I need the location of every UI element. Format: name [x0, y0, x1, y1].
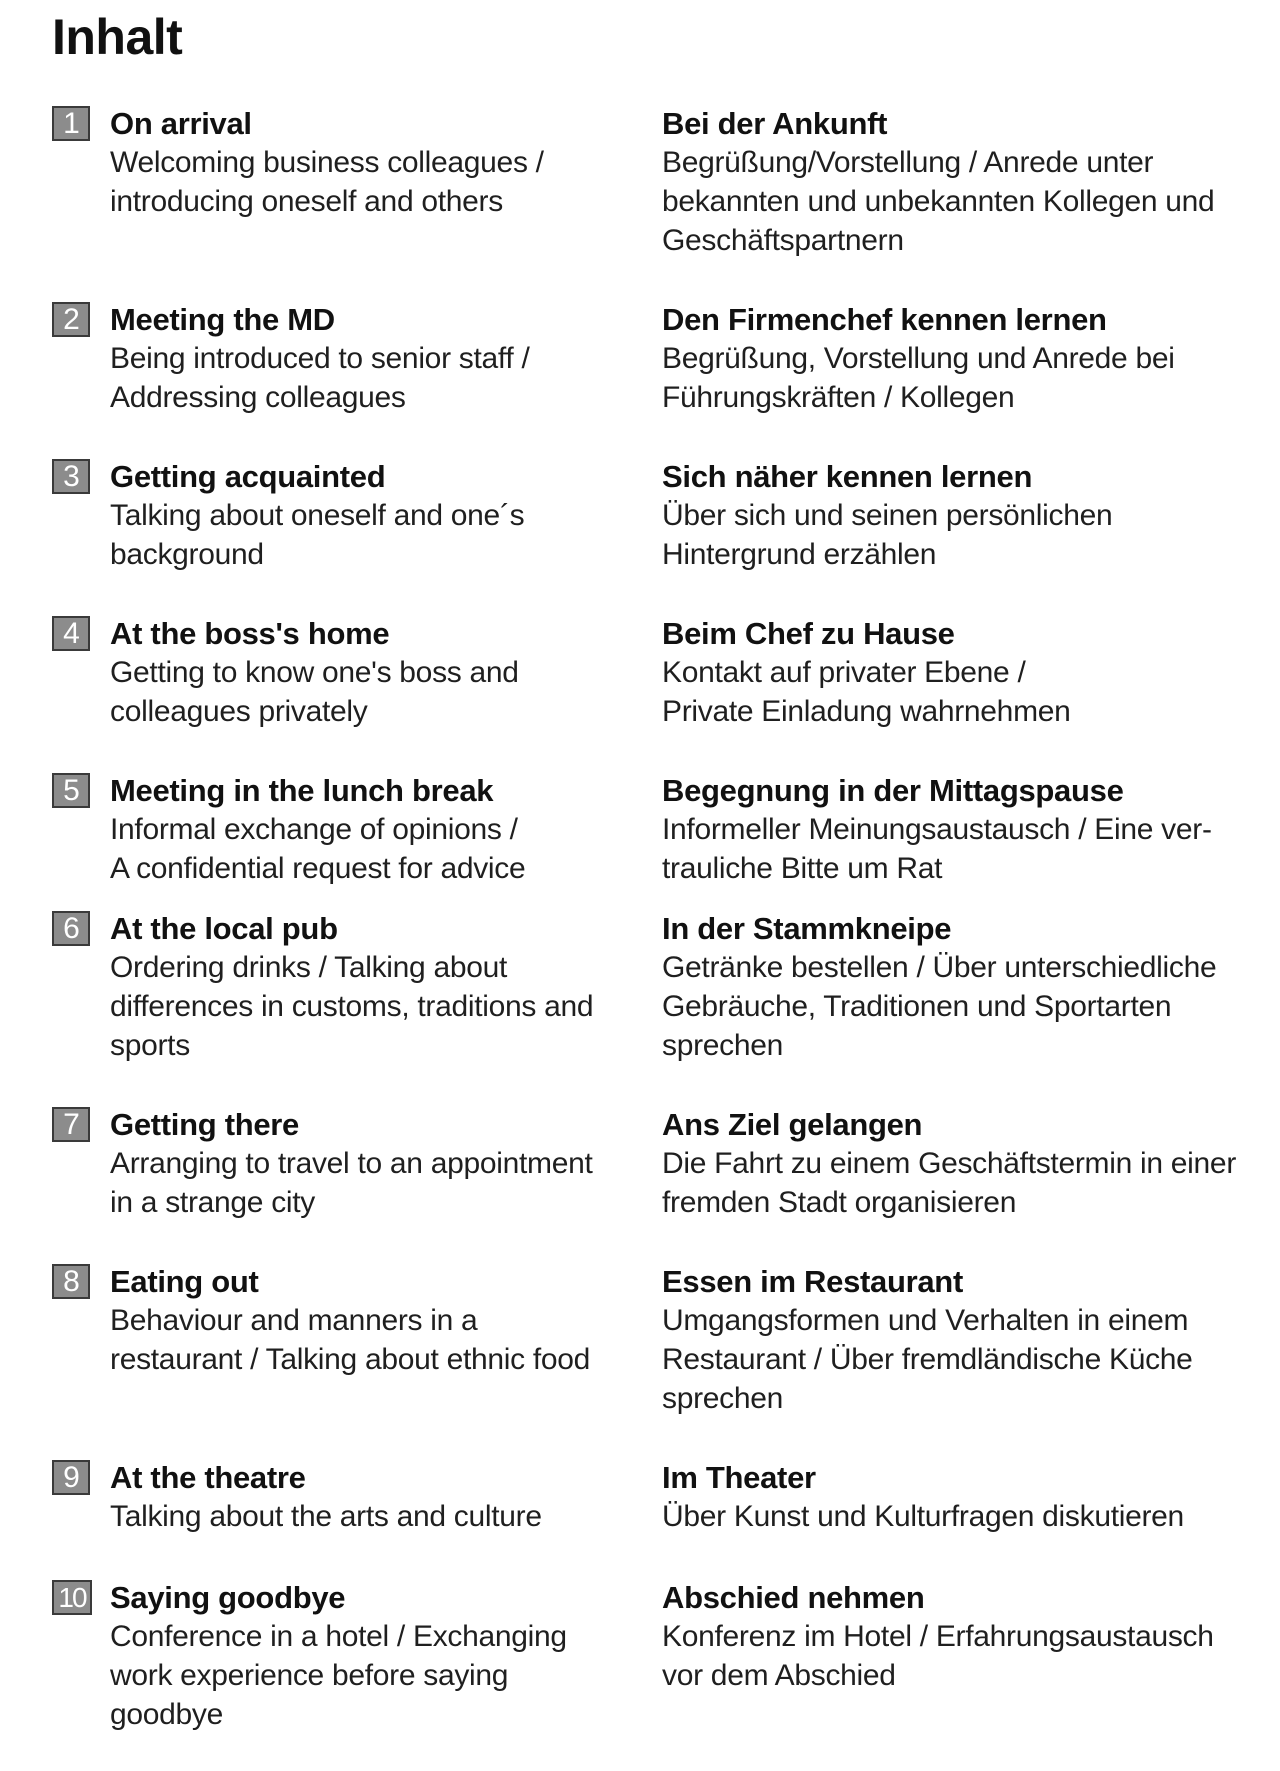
english-column	[110, 771, 650, 888]
english-description: Welcoming business colleagues / introducing oneself and others	[110, 146, 544, 218]
toc-entry-10[interactable]	[52, 1578, 1252, 1748]
german-description: Die Fahrt zu einem Geschäftstermin in einer fremden Stadt organisieren	[662, 1147, 1237, 1219]
german-column	[662, 1458, 1262, 1536]
german-title: Begegnung in der Mittagspause	[662, 773, 1124, 808]
german-title: Bei der Ankunft	[662, 106, 888, 141]
german-description: Kontakt auf privater Ebene / Private Einladung wahrnehmen	[662, 656, 1071, 728]
english-title: Eating out	[110, 1264, 259, 1299]
english-title: Getting acquainted	[110, 459, 386, 494]
page-title: Inhalt	[52, 9, 183, 65]
german-title: Den Firmenchef kennen lernen	[662, 302, 1107, 337]
english-description: Talking about the arts and culture	[110, 1500, 542, 1533]
english-column	[110, 1458, 650, 1536]
german-title: Ans Ziel gelangen	[662, 1107, 923, 1142]
english-description: Behaviour and manners in a restaurant / Talking about ethnic food	[110, 1304, 591, 1376]
german-title: In der Stammkneipe	[662, 911, 952, 946]
german-description: Über Kunst und Kulturfragen diskutieren	[662, 1500, 1184, 1533]
english-column	[110, 909, 650, 1065]
german-column	[662, 1578, 1262, 1695]
german-description: Umgangsformen und Verhalten in einem Restaurant / Über fremdländische Küche sprechen	[662, 1304, 1193, 1415]
chapter-number-badge: 9	[52, 1460, 90, 1495]
english-column	[110, 1578, 650, 1734]
english-column	[110, 1262, 650, 1379]
german-column	[662, 1105, 1262, 1222]
chapter-number-badge: 2	[52, 302, 90, 337]
german-column	[662, 104, 1262, 260]
chapter-number-badge: 7	[52, 1107, 90, 1142]
english-description: Informal exchange of opinions / A confidential request for advice	[110, 813, 526, 885]
toc-entry-7[interactable]	[52, 1105, 1252, 1275]
english-column	[110, 1105, 650, 1222]
german-description: Informeller Meinungsaustausch / Eine ver- trauliche Bitte um Rat	[662, 813, 1212, 885]
german-title: Im Theater	[662, 1460, 816, 1495]
english-column	[110, 300, 650, 417]
german-description: Konferenz im Hotel / Erfahrungsaustausch vor dem Abschied	[662, 1620, 1214, 1692]
german-description: Begrüßung/Vorstellung / Anrede unter bekannten und unbekannten Kollegen und Geschäftspartnern	[662, 146, 1215, 257]
german-column	[662, 457, 1262, 574]
german-column	[662, 614, 1262, 731]
chapter-number-badge: 10	[52, 1580, 92, 1615]
english-description: Ordering drinks / Talking about differences in customs, traditions and sports	[110, 951, 594, 1062]
english-title: Getting there	[110, 1107, 300, 1142]
chapter-number-badge: 6	[52, 911, 90, 946]
english-description: Getting to know one's boss and colleagues privately	[110, 656, 519, 728]
toc-entry-2[interactable]	[52, 300, 1252, 470]
chapter-number-badge: 1	[52, 106, 90, 141]
german-column	[662, 300, 1262, 417]
chapter-number-badge: 4	[52, 616, 90, 651]
english-description: Being introduced to senior staff / Addressing colleagues	[110, 342, 530, 414]
german-description: Getränke bestellen / Über unterschiedliche Gebräuche, Traditionen und Sportarten sprechen	[662, 951, 1217, 1062]
english-title: Meeting the MD	[110, 302, 335, 337]
english-description: Talking about oneself and one´s background	[110, 499, 525, 571]
chapter-number-badge: 5	[52, 773, 90, 808]
chapter-number-badge: 3	[52, 459, 90, 494]
english-title: Saying goodbye	[110, 1580, 346, 1615]
german-column	[662, 771, 1262, 888]
german-title: Sich näher kennen lernen	[662, 459, 1033, 494]
german-title: Beim Chef zu Hause	[662, 616, 955, 651]
english-title: Meeting in the lunch break	[110, 773, 494, 808]
english-description: Conference in a hotel / Exchanging work experience before saying goodbye	[110, 1620, 567, 1731]
chapter-number-badge: 8	[52, 1264, 90, 1299]
english-column	[110, 614, 650, 731]
english-title: At the boss's home	[110, 616, 390, 651]
english-title: On arrival	[110, 106, 252, 141]
german-column	[662, 909, 1262, 1065]
german-title: Essen im Restaurant	[662, 1264, 963, 1299]
english-title: At the theatre	[110, 1460, 306, 1495]
toc-entry-6[interactable]	[52, 909, 1252, 1079]
english-column	[110, 457, 650, 574]
english-title: At the local pub	[110, 911, 338, 946]
german-description: Über sich und seinen persönlichen Hintergrund erzählen	[662, 499, 1113, 571]
toc-entry-4[interactable]	[52, 614, 1252, 784]
toc-entry-8[interactable]	[52, 1262, 1252, 1432]
toc-entry-1[interactable]	[52, 104, 1252, 274]
german-description: Begrüßung, Vorstellung und Anrede bei Führungskräften / Kollegen	[662, 342, 1175, 414]
german-title: Abschied nehmen	[662, 1580, 925, 1615]
english-description: Arranging to travel to an appointment in a strange city	[110, 1147, 593, 1219]
toc-entry-3[interactable]	[52, 457, 1252, 627]
german-column	[662, 1262, 1262, 1418]
english-column	[110, 104, 650, 221]
